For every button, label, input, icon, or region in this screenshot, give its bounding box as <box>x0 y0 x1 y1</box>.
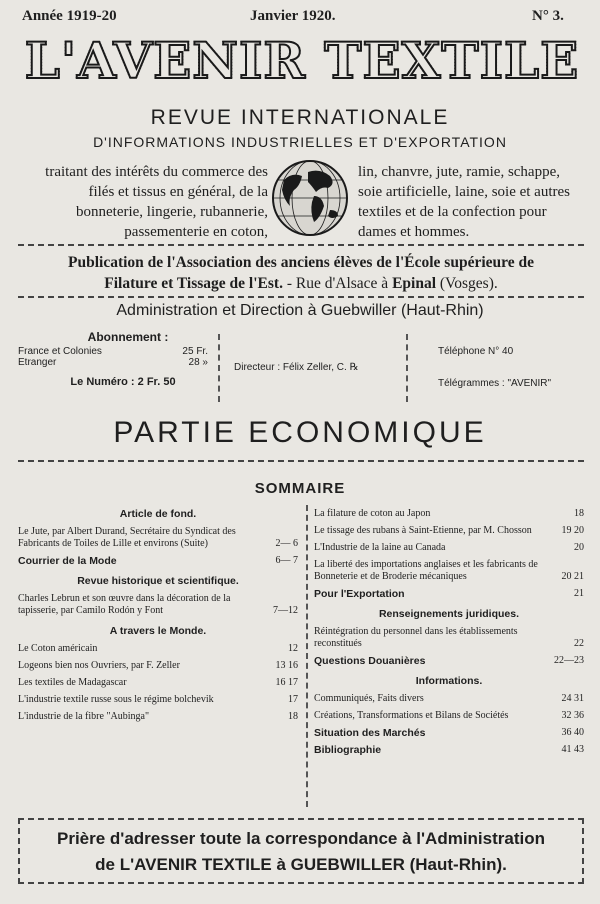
toc-entry <box>314 588 584 600</box>
subscription-title: Abonnement : <box>87 330 169 344</box>
globe-icon <box>270 158 350 238</box>
toc-entry-pages: 7—12 <box>273 605 298 616</box>
publication-line1: Publication de l'Association des anciens élèves de l'École supérieure de <box>68 254 534 271</box>
toc-entry <box>18 694 298 706</box>
toc-entry-pages: 21 <box>574 588 584 599</box>
divider <box>218 334 220 402</box>
toc-entry-title: Bibliographie <box>314 744 382 756</box>
toc-entry <box>314 693 584 705</box>
toc-entry-pages: 24 31 <box>561 693 584 704</box>
toc-entry-pages: 16 17 <box>275 677 298 688</box>
toc-entry-title: Situation des Marchés <box>314 727 426 739</box>
toc-entry-pages: 17 <box>288 694 298 705</box>
price-value: 25 Fr. <box>182 346 208 357</box>
toc-entry-pages: 32 36 <box>561 710 584 721</box>
correspondence-notice <box>18 818 584 884</box>
toc-entry-pages: 22 <box>574 638 584 649</box>
toc-entry-title: La filature de coton au Japon <box>314 508 431 519</box>
toc-section-heading: Renseignements juridiques. <box>378 608 520 620</box>
toc-entry-pages: 2— 6 <box>275 538 298 549</box>
toc-entry-title: Courrier de la Mode <box>18 555 117 567</box>
publication-info <box>18 252 584 294</box>
telephone-line: Téléphone N° 40 <box>438 346 514 357</box>
toc-entry-title: Le tissage des rubans à Saint-Etienne, par M. Chosson <box>314 525 532 536</box>
toc-entry <box>18 660 298 672</box>
publication-line2 <box>18 273 584 294</box>
section-heading: PARTIE ECONOMIQUE <box>113 416 487 449</box>
toc-entry-pages: 41 43 <box>561 744 584 755</box>
toc-entry-pages: 12 <box>288 643 298 654</box>
toc-entry <box>18 526 298 550</box>
telegram-line: Télégrammes : "AVENIR" <box>438 378 552 389</box>
toc-entry-pages: 20 <box>574 542 584 553</box>
toc-entry-title: Le Jute, par Albert Durand, Secrétaire du Syndicat des Fabricants de Toiles de Lille et environs (Suite) <box>18 526 236 549</box>
toc-entry-pages: 19 20 <box>561 525 584 536</box>
toc-entry <box>18 711 298 723</box>
divider <box>306 505 308 807</box>
toc-section-heading: Informations. <box>415 675 483 687</box>
toc-entry <box>314 727 584 739</box>
divider <box>18 296 584 298</box>
notice-line2: de L'AVENIR TEXTILE à GUEBWILLER (Haut-Rhin). <box>95 855 507 874</box>
toc-entry-title: L'Industrie de la laine au Canada <box>314 542 446 553</box>
toc-entry <box>314 525 584 537</box>
price-label: Etranger <box>18 357 57 368</box>
publication-street: - Rue d'Alsace à <box>282 275 389 292</box>
subscription-box <box>18 330 208 405</box>
toc-entry <box>314 710 584 722</box>
price-label: France et Colonies <box>18 346 102 357</box>
publication-region: (Vosges). <box>439 275 498 292</box>
toc-entry-pages: 36 40 <box>561 727 584 738</box>
masthead-title: L'AVENIR TEXTILE <box>22 26 582 96</box>
toc-entry <box>314 655 584 667</box>
toc-entry-title: Logeons bien nos Ouvriers, par F. Zeller <box>18 660 180 671</box>
issue-year: Année 1919-20 <box>22 8 117 24</box>
toc-section-heading: Article de fond. <box>119 508 197 520</box>
director-line: Directeur : Félix Zeller, C. ℞ <box>234 362 359 373</box>
notice-line1: Prière d'adresser toute la correspondance à l'Administration <box>56 829 545 848</box>
toc-section-heading: Revue historique et scientifique. <box>77 575 239 587</box>
toc-entry-pages: 6— 7 <box>275 555 298 566</box>
revue-subtitle: D'INFORMATIONS INDUSTRIELLES ET D'EXPORTATION <box>93 134 507 150</box>
administration-line: Administration et Direction à Guebwiller (Haut-Rhin) <box>116 302 484 319</box>
revue-heading: REVUE INTERNATIONALE <box>150 106 450 129</box>
issue-number: N° 3. <box>532 8 564 24</box>
toc-entry-title: Communiqués, Faits divers <box>314 693 424 704</box>
toc-heading: SOMMAIRE <box>254 480 346 497</box>
divider <box>18 460 584 462</box>
toc-entry <box>18 555 298 567</box>
toc-section-heading: A travers le Monde. <box>109 625 207 637</box>
issue-price: Le Numéro : 2 Fr. 50 <box>70 376 176 388</box>
toc-entry-title: Le Coton américain <box>18 643 98 654</box>
toc-entry-title: Pour l'Exportation <box>314 588 405 600</box>
toc-entry-title: Charles Lebrun et son œuvre dans la décoration de la tapisserie, par Camilo Rodón y Font <box>18 593 231 616</box>
toc-entry-pages: 20 21 <box>561 571 584 582</box>
toc-entry-pages: 18 <box>574 508 584 519</box>
toc-entry <box>314 542 584 554</box>
price-row-france <box>18 346 208 357</box>
issue-date: Janvier 1920. <box>250 8 336 24</box>
toc-entry-title: Questions Douanières <box>314 655 426 667</box>
toc-entry <box>18 643 298 655</box>
toc-entry <box>18 593 298 617</box>
toc-entry-pages: 18 <box>288 711 298 722</box>
toc-entry-title: Réintégration du personnel dans les établissements reconstitués <box>314 626 518 649</box>
intro-right-text: lin, chanvre, jute, ramie, schappe, soie artificielle, laine, soie et autres textiles et de la confection pour dames et hommes. <box>358 164 570 240</box>
toc-entry <box>314 559 584 583</box>
toc-entry-title: La liberté des importations anglaises et les fabricants de Bonneterie et de Broderie mécaniques <box>314 559 538 582</box>
toc-right-column <box>314 505 584 761</box>
price-row-etranger <box>18 357 208 368</box>
toc-left-column <box>18 500 298 728</box>
toc-entry-title: Créations, Transformations et Bilans de Sociétés <box>314 710 509 721</box>
toc-entry-title: L'industrie textile russe sous le régime bolchevik <box>18 694 214 705</box>
toc-entry <box>314 744 584 756</box>
toc-entry-pages: 13 16 <box>275 660 298 671</box>
divider <box>18 244 584 246</box>
toc-entry <box>314 626 584 650</box>
toc-entry-title: L'industrie de la fibre "Aubinga" <box>18 711 150 722</box>
toc-entry-title: Les textiles de Madagascar <box>18 677 127 688</box>
price-value: 28 » <box>188 357 208 368</box>
toc-entry <box>314 508 584 520</box>
toc-entry-pages: 22—23 <box>554 655 584 666</box>
toc-entry <box>18 677 298 689</box>
divider <box>406 334 408 402</box>
publication-school: Filature et Tissage de l'Est. <box>104 275 283 292</box>
intro-left-text: traitant des intérêts du commerce des filés et tissus en général, de la bonneterie, lingerie, rubannerie, passementerie en coton, <box>45 164 268 240</box>
publication-place: Epinal <box>392 275 437 292</box>
